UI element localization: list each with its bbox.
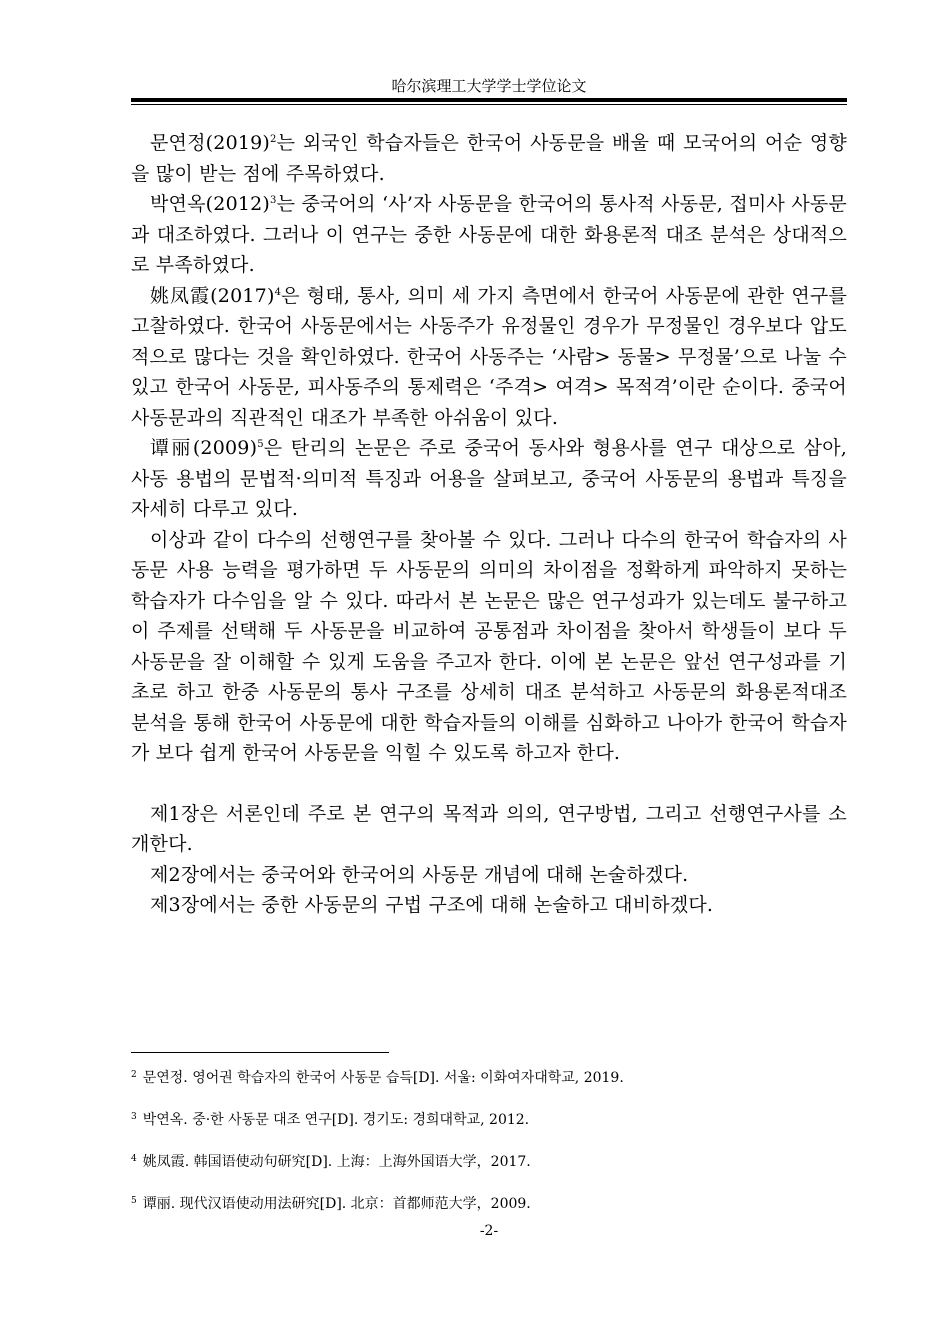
footnote-3 <box>131 1110 847 1130</box>
footnote-separator <box>131 1052 389 1053</box>
paragraph-summary: 이상과 같이 다수의 선행연구를 찾아볼 수 있다. 그러나 다수의 한국어 학습자의 사동문 사용 능력을 평가하면 두 사동문의 의미의 차이점을 정확하게 파악하지 못하는 학습자가 다수임을 알 수 있다. 따라서 본 논문은 많은 연구성과가 있는데도 불구하고 이 주제를 선택해 두 사동문을 비교하여 공통점과 차이점을 찾아서 학생들이 보다 두 사동문을 잘 이해할 수 있게 도움을 주고자 한다. 이에 본 논문은 앞선 연구성과를 기초로 하고 한중 사동문의 통사 구조를 상세히 대조 분석하고 사동문의 화용론적대조 분석을 통해 한국어 사동문에 대한 학습자들의 이해를 심화하고 나아가 한국어 학습자가 보다 쉽게 한국어 사동문을 익힐 수 있도록 하고자 한다. <box>131 528 847 764</box>
footnote-ref: 5 <box>257 439 264 450</box>
paragraph-text: 는 중국어의 ‘사’자 사동문을 한국어의 통사적 사동문, 접미사 사동문과 대조하였다. 그러나 이 연구는 중한 사동문에 대한 화용론적 대조 분석은 상대적으로 부족하였다. <box>131 193 847 276</box>
footnote-mark: 3 <box>131 1112 137 1122</box>
footnote-mark: 4 <box>131 1154 137 1164</box>
paragraph-chapter-1: 제1장은 서론인데 주로 본 연구의 목적과 의의, 연구방법, 그리고 선행연구사를 소개한다. <box>131 802 847 855</box>
footnote-ref: 4 <box>274 286 282 298</box>
paragraph-moon-2019 <box>131 128 847 189</box>
paragraph-gap <box>131 769 847 799</box>
running-header: 哈尔滨理工大学学士学位论文 <box>391 77 587 95</box>
header-rule-thick <box>131 98 847 102</box>
paragraph-text: 은 탄리의 논문은 주로 중국어 동사와 형용사를 연구 대상으로 삼아, 사동 용법의 문법적·의미적 특징과 어용을 살펴보고, 중국어 사동문의 용법과 특징을 자세히 다루고 있다. <box>131 437 847 520</box>
footnotes <box>131 1068 847 1236</box>
footnote-5 <box>131 1194 847 1214</box>
body-text <box>131 128 847 921</box>
footnote-2 <box>131 1068 847 1088</box>
footnote-mark: 2 <box>131 1070 137 1080</box>
paragraph-chapter-2: 제2장에서는 중국어와 한국어의 사동문 개념에 대해 논술하겠다. <box>150 863 689 886</box>
footnote-text: 문연정. 영어권 학습자의 한국어 사동문 습득[D]. 서울: 이화여자대학교, 2019. <box>142 1070 624 1086</box>
header-rule-thin <box>131 104 847 105</box>
footnote-text: 박연옥. 중·한 사동문 대조 연구[D]. 경기도: 경희대학교, 2012. <box>142 1112 530 1128</box>
paragraph-chapter-3: 제3장에서는 중한 사동문의 구법 구조에 대해 논술하고 대비하겠다. <box>150 894 714 916</box>
footnote-text: 姚凤霞. 韩国语使动句研究[D]. 上海：上海外国语大学，2017. <box>142 1154 531 1170</box>
citation-author: 姚凤霞(2017) <box>150 284 275 307</box>
paragraph-text: 은 형태, 통사, 의미 세 가지 측면에서 한국어 사동문에 관한 연구를 고찰하였다. 한국어 사동문에서는 사동주가 유정물인 경우가 무정물인 경우보다 압도적으로 많다는 것을 확인하였다. 한국어 사동주는 ‘사람> 동물> 무정물’으로 나눌 수 있고 한국어 사동문, 피사동주의 통제력은 ‘주격> 여격> 목적격’이란 순이다. 중국어 사동문과의 직관적인 대조가 부족한 아쉬움이 있다. <box>131 284 847 429</box>
paragraph-text: 는 외국인 학습자들은 한국어 사동문을 배울 때 모국어의 어순 영향을 많이 받는 점에 주목하였다. <box>131 132 847 185</box>
footnote-text: 谭丽. 现代汉语使动用法研究[D]. 北京：首都师范大学，2009. <box>142 1196 531 1212</box>
footnote-ref: 3 <box>270 195 277 206</box>
paragraph-park-2012 <box>131 189 847 281</box>
paragraph-yao-2017 <box>131 281 847 434</box>
footnote-mark: 5 <box>131 1196 137 1206</box>
citation-author: 문연정(2019) <box>150 132 271 154</box>
citation-author: 谭丽(2009) <box>150 437 258 459</box>
citation-author: 박연옥(2012) <box>150 193 271 215</box>
paragraph-tan-2009 <box>131 433 847 525</box>
page-number: -2- <box>479 1223 499 1239</box>
footnote-ref: 2 <box>270 134 277 145</box>
footnote-4 <box>131 1152 847 1172</box>
